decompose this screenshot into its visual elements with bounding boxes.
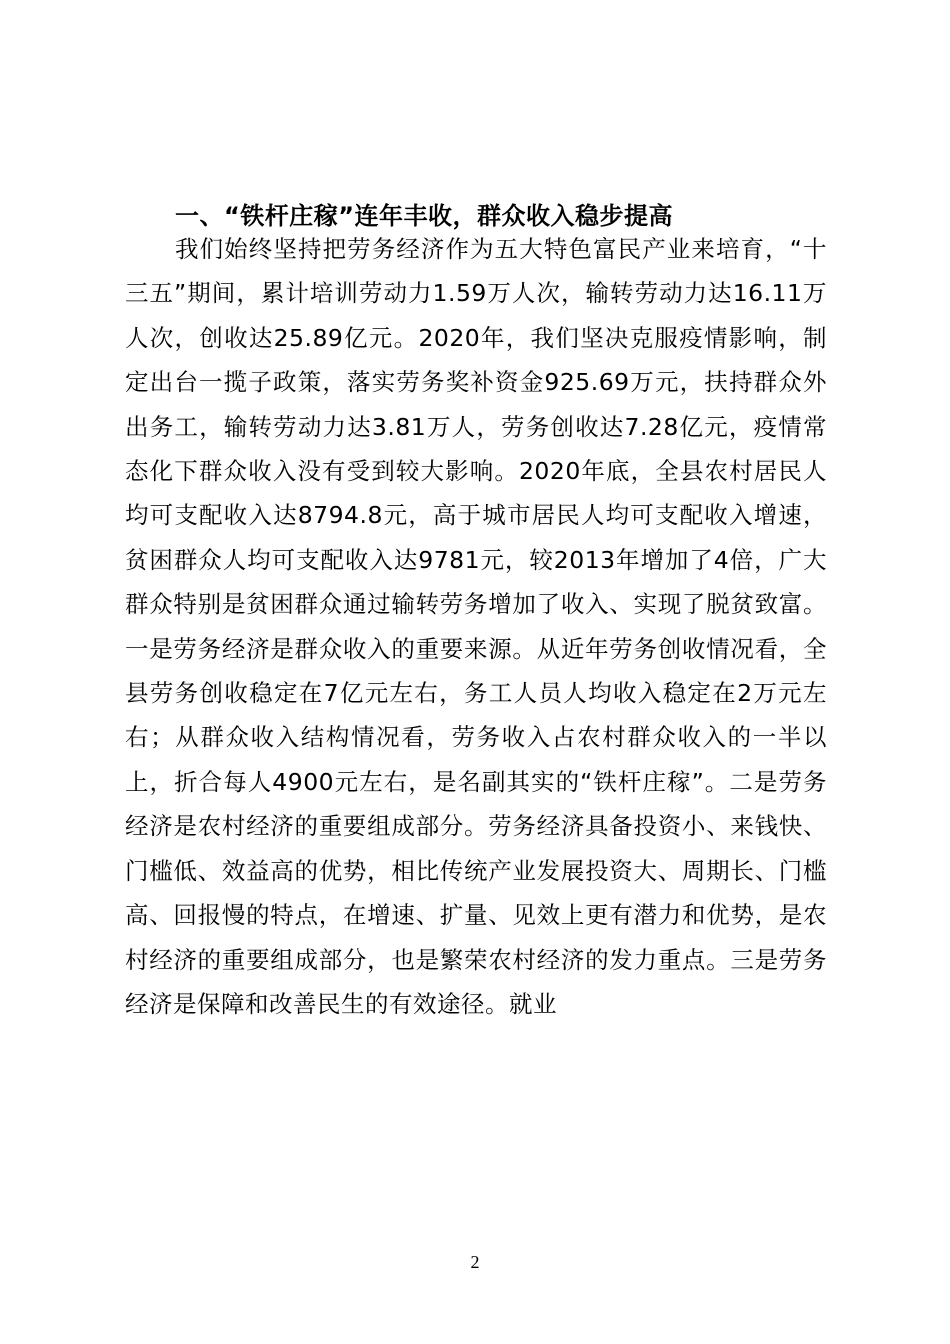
body-paragraph: 我们始终坚持把劳务经济作为五大特色富民产业来培育，“十三五”期间，累计培训劳动力1.59万人次，输转劳动力达16.11万人次，创收达25.89亿元。2020年，我们坚决克服疫情影响，制定出台一揽子政策，落实劳务奖补资金925.69万元，扶持群众外出务工，输转劳动力达3.81万人，劳务创收达7.28亿元，疫情常态化下群众收入没有受到较大影响。2020年底，全县农村居民人均可支配收入达8794.8元，高于城市居民人均可支配收入增速，贫困群众人均可支配收入达9781元，较2013年增加了4倍，广大群众特别是贫困群众通过输转劳务增加了收入、实现了脱贫致富。一是劳务经济是群众收入的重要来源。从近年劳务创收情况看，全县劳务创收稳定在7亿元左右，务工人员人均收入稳定在2万元左右；从群众收入结构情况看，劳务收入占农村群众收入的一半以上，折合每人4900元左右，是名副其实的“铁杆庄稼”。二是劳务经济是农村经济的重要组成部分。劳务经济具备投资小、来钱快、门槛低、效益高的优势，相比传统产业发展投资大、周期长、门槛高、回报慢的特点，在增速、扩量、见效上更有潜力和优势，是农村经济的重要组成部分，也是繁荣农村经济的发力重点。三是劳务经济是保障和改善民生的有效途径。就业	[125, 235, 827, 1018]
section-heading: 一、“铁杆庄稼”连年丰收，群众收入稳步提高	[175, 202, 674, 230]
page-number: 2	[470, 1252, 480, 1272]
